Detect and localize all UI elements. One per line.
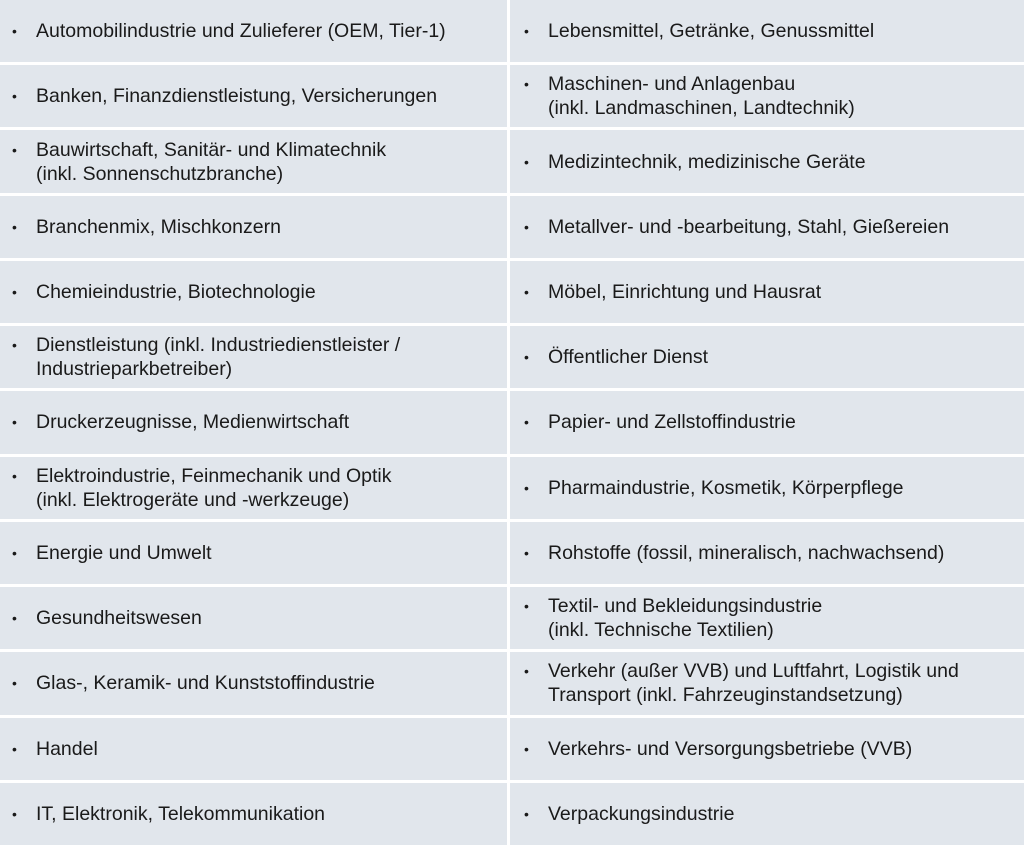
bullet-icon: • <box>524 479 529 496</box>
table-cell <box>0 652 510 717</box>
bullet-icon: • <box>12 675 17 692</box>
industry-label: Dienstleistung (inkl. Industriedienstleister / Industrieparkbetreiber) <box>36 334 401 381</box>
bullet-icon: • <box>524 544 529 561</box>
table-cell <box>0 261 510 326</box>
bullet-icon: • <box>524 740 529 757</box>
industry-label: Öffentlicher Dienst <box>548 346 709 369</box>
table-cell <box>0 391 510 456</box>
industry-label: Textil- und Bekleidungsindustrie (inkl. Technische Textilien) <box>548 595 823 642</box>
industry-label: Medizintechnik, medizinische Geräte <box>548 150 866 173</box>
bullet-icon: • <box>524 414 529 431</box>
bullet-icon: • <box>12 88 17 105</box>
table-cell <box>510 783 1024 848</box>
table-cell <box>0 783 510 848</box>
bullet-icon: • <box>524 153 529 170</box>
industry-label: Energie und Umwelt <box>36 541 212 564</box>
table-cell <box>510 261 1024 326</box>
table-cell <box>0 65 510 130</box>
industry-label: Verpackungsindustrie <box>548 802 735 825</box>
table-cell <box>0 326 510 391</box>
bullet-icon: • <box>524 805 529 822</box>
industry-label: Papier- und Zellstoffindustrie <box>548 411 796 434</box>
bullet-icon: • <box>12 337 17 354</box>
industry-label: Pharmaindustrie, Kosmetik, Körperpflege <box>548 476 904 499</box>
industry-label: Elektroindustrie, Feinmechanik und Optik (inkl. Elektrogeräte und -werkzeuge) <box>36 464 392 511</box>
bullet-icon: • <box>12 610 17 627</box>
table-cell <box>0 130 510 195</box>
industry-label: Metallver- und -bearbeitung, Stahl, Gießereien <box>548 215 950 238</box>
industry-label: Rohstoffe (fossil, mineralisch, nachwachsend) <box>548 541 945 564</box>
table-cell <box>0 718 510 783</box>
bullet-icon: • <box>12 467 17 484</box>
table-cell <box>0 587 510 652</box>
bullet-icon: • <box>12 23 17 40</box>
bullet-icon: • <box>524 23 529 40</box>
bullet-icon: • <box>12 805 17 822</box>
industry-label: Branchenmix, Mischkonzern <box>36 215 281 238</box>
industry-label: IT, Elektronik, Telekommunikation <box>36 802 326 825</box>
table-cell <box>510 718 1024 783</box>
bullet-icon: • <box>524 76 529 93</box>
table-cell <box>510 522 1024 587</box>
bullet-icon: • <box>524 663 529 680</box>
bullet-icon: • <box>524 218 529 235</box>
bullet-icon: • <box>12 414 17 431</box>
industry-label: Automobilindustrie und Zulieferer (OEM, Tier-1) <box>36 20 446 43</box>
industry-label: Lebensmittel, Getränke, Genussmittel <box>548 20 875 43</box>
bullet-icon: • <box>12 218 17 235</box>
industry-label: Glas-, Keramik- und Kunststoffindustrie <box>36 672 375 695</box>
bullet-icon: • <box>12 141 17 158</box>
table-cell <box>0 522 510 587</box>
table-cell <box>0 457 510 522</box>
bullet-icon: • <box>12 740 17 757</box>
table-cell <box>510 326 1024 391</box>
table-cell <box>0 196 510 261</box>
table-cell <box>510 130 1024 195</box>
bullet-icon: • <box>12 284 17 301</box>
table-cell <box>510 652 1024 717</box>
table-cell <box>510 196 1024 261</box>
industry-label: Gesundheitswesen <box>36 607 202 630</box>
table-cell <box>0 0 510 65</box>
industry-label: Verkehrs- und Versorgungsbetriebe (VVB) <box>548 737 913 760</box>
industry-label: Banken, Finanzdienstleistung, Versicherungen <box>36 85 438 108</box>
industry-label: Druckerzeugnisse, Medienwirtschaft <box>36 411 350 434</box>
table-cell <box>510 457 1024 522</box>
industry-label: Bauwirtschaft, Sanitär- und Klimatechnik (inkl. Sonnenschutzbranche) <box>36 138 387 185</box>
bullet-icon: • <box>12 544 17 561</box>
industry-label: Chemieindustrie, Biotechnologie <box>36 281 316 304</box>
table-cell <box>510 65 1024 130</box>
table-cell <box>510 587 1024 652</box>
industry-label: Verkehr (außer VVB) und Luftfahrt, Logistik und Transport (inkl. Fahrzeuginstandsetzung) <box>548 660 959 707</box>
bullet-icon: • <box>524 598 529 615</box>
bullet-icon: • <box>524 349 529 366</box>
industry-label: Maschinen- und Anlagenbau (inkl. Landmaschinen, Landtechnik) <box>548 73 855 120</box>
industry-label: Möbel, Einrichtung und Hausrat <box>548 281 822 304</box>
bullet-icon: • <box>524 284 529 301</box>
table-cell <box>510 391 1024 456</box>
table-cell <box>510 0 1024 65</box>
industry-label: Handel <box>36 737 98 760</box>
